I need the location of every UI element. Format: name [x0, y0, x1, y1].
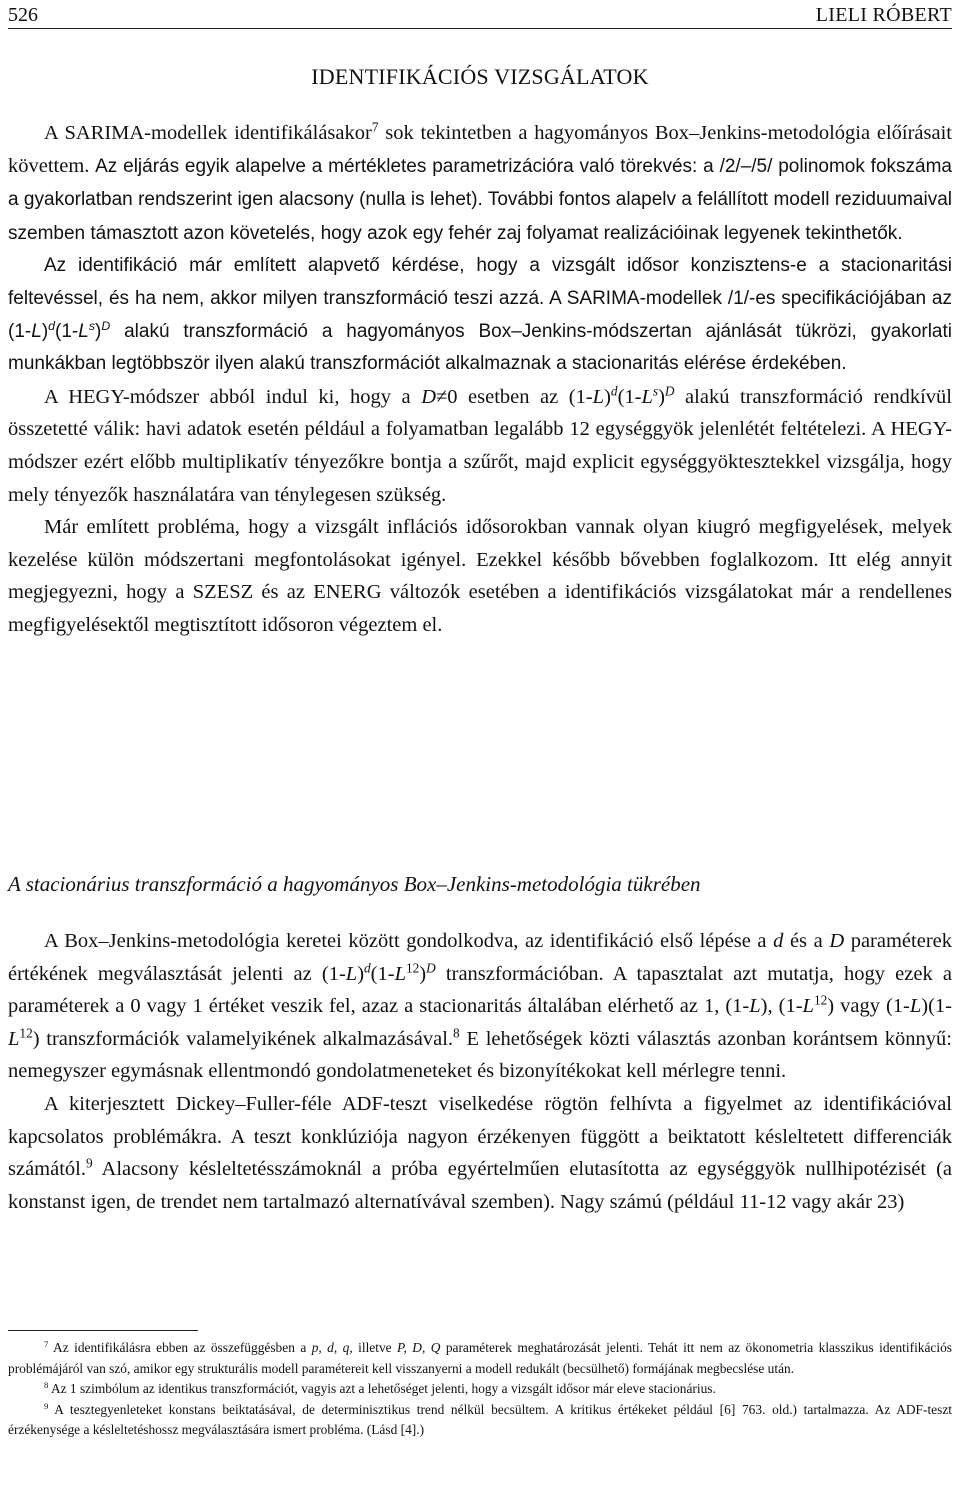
exponent-12: 12	[813, 992, 828, 1008]
lag-operator: L	[802, 995, 814, 1018]
paragraph-2	[8, 250, 952, 380]
footnote-9	[8, 1400, 952, 1441]
text-run: Az identifikáció már említett alapvető kérdése, hogy a vizsgált idősor konzisztens-e a stacionaritási feltevéssel, és ha nem, akkor milyen transzformáció teszi azzá. A SARIMA-modellek /1/-es specifikációjában az (1-	[8, 255, 952, 342]
footnote-number: 8	[44, 1380, 49, 1391]
paragraph-1	[8, 117, 952, 250]
text-run: alakú transzformáció rendkívül összetetté válik: havi adatok esetén például a folyamatban legalább 12 egységgyök jelenlétét feltételezi. A HEGY-módszer ezért előbb multiplikatív tényezőkre bontja a szűrőt, majd explicit egységgyöktesztekkel vizsgálja, hogy mely tényezők használatára van ténylegesen szükség.	[8, 385, 953, 506]
text-run: )	[357, 962, 365, 985]
param-D: D	[829, 930, 845, 952]
section-body	[8, 117, 952, 642]
footnote-8	[8, 1379, 952, 1400]
text-run: Az eljárás egyik alapelve a mértékletes parametrizációra való törekvés: a /2/–/5/ polinomok fokszáma a gyakorlatban rendszerint igen alacsony (nulla is lehet). További fontos alapelv a felállított modell reziduumaival szemben támasztott azon követelés, hogy azok egy fehér zaj folyamat realizációinak legyenek tekinthetők.	[8, 155, 952, 244]
text-run: )	[95, 320, 102, 342]
footnote-ref-8[interactable]: 8	[453, 1025, 460, 1041]
text-run: A tesztegyenleteket konstans beiktatásával, de determinisztikus trend nélkül becsültem. A kritikus értékeket például [6] 763. old.) tartalmazza. Az ADF-teszt érzékenysége a késleltetéshossz megválasztására ismert probléma. (Lásd [4].)	[8, 1401, 952, 1438]
exponent-s: s	[88, 318, 95, 333]
text-run: ≠0 esetben az (1-	[436, 385, 593, 408]
text-run: )	[658, 385, 665, 408]
text-run: ), (1-	[760, 995, 803, 1018]
lag-operator: L	[749, 995, 761, 1018]
text-run: E lehetőségek közti választás azonban korántsem könnyű: nemegyszer egymásnak ellentmondó gondolatmeneteket és bizonyítékokat kell mérlegre tenni.	[8, 1027, 952, 1083]
text-run: sok tekintetben a hagyományos Box–Jenkins-metodológia előírásait követtem.	[8, 122, 953, 177]
lag-operator: L	[345, 962, 358, 985]
text-run: Alacsony késleltetésszámoknál a próba egyértelműen elutasította az egységgyök nullhipotézisét (a konstanst igen, de trendet nem tartalmazó alternatívával szemben). Nagy számú (például 11-12 vagy akár 23)	[8, 1158, 952, 1213]
exponent-D: D	[426, 960, 436, 976]
subsection-title: A stacionárius transzformáció a hagyományos Box–Jenkins-metodológia tükrében	[8, 872, 701, 896]
footnote-separator	[8, 1330, 198, 1331]
exponent-d: d	[610, 383, 618, 399]
footnote-ref-7[interactable]: 7	[371, 119, 379, 135]
exponent-d: d	[48, 318, 56, 333]
text-run: (1-	[370, 962, 395, 985]
text-run: A kiterjesztett Dickey–Fuller-féle ADF-teszt viselkedése rögtön felhívta a figyelmet az identifikációval kapcsolatos problémákra. A teszt konklúziója nagyon érzékenyen függött a beiktatott késleltetett differenciák számától.	[8, 1092, 952, 1181]
text-run: )	[41, 320, 49, 342]
text-run: )	[604, 385, 611, 408]
lag-operator: L	[641, 385, 653, 408]
footnotes	[8, 1338, 952, 1441]
text-run: illetve	[352, 1340, 398, 1355]
param-list: P, D, Q	[397, 1340, 441, 1355]
text-run: A SARIMA-modellek identifikálásakor	[44, 122, 372, 144]
param-d: d	[773, 930, 784, 952]
exponent-D: D	[664, 383, 675, 399]
running-author: LIELI RÓBERT	[815, 4, 952, 26]
paragraph-5	[8, 925, 952, 1088]
text-run: ) transzformációk valamelyikének alkalmazásával.	[32, 1027, 454, 1050]
footnote-ref-9[interactable]: 9	[86, 1155, 93, 1171]
lag-operator: L	[78, 320, 89, 342]
text-run: Az identifikálásra ebben az összefüggésben a	[48, 1340, 312, 1355]
text-run: paraméterek értékének megválasztását jelenti az (1-	[8, 930, 953, 985]
text-run: Az 1 szimbólum az identikus transzformációt, vagyis azt a lehetőséget jelenti, hogy a vizsgált idősor már eleve stacionárius.	[48, 1381, 716, 1397]
param-list: p, d, q,	[311, 1340, 353, 1355]
footnote-number: 9	[44, 1401, 49, 1411]
footnote-number: 7	[44, 1339, 49, 1350]
text-run: )(1-	[921, 995, 952, 1018]
lag-operator: L	[909, 995, 922, 1018]
page-number: 526	[8, 4, 38, 26]
text-run: (1-	[617, 385, 642, 408]
lag-operator: L	[31, 320, 42, 342]
exponent-12: 12	[405, 960, 420, 976]
exponent-s: s	[652, 383, 659, 399]
lag-operator: L	[394, 962, 406, 985]
running-header	[8, 2, 952, 29]
exponent-12: 12	[19, 1025, 33, 1041]
text-run: transzformációban. A tapasztalat azt mutatja, hogy ezek a paraméterek a 0 vagy 1 értéket veszik fel, azaz a stacionaritás általában elérhető az 1, (1-	[8, 962, 952, 1018]
lag-operator: L	[8, 1027, 20, 1050]
text-run: paraméterek meghatározását jelenti. Tehát itt nem az ökonometria klasszikus identifikációs problémájáról van szó, amikor egy strukturális modell paramétereit kell visszanyerni a modell redukált (becsülhető) formájának megbecslése után.	[8, 1340, 952, 1376]
text-run: A Box–Jenkins-metodológia keretei között gondolkodva, az identifikáció első lépése a	[44, 930, 774, 952]
paragraph-6	[8, 1088, 952, 1218]
paragraph-3	[8, 381, 952, 511]
exponent-D: D	[101, 318, 111, 333]
text-run: (1-	[55, 320, 79, 342]
lag-operator: L	[592, 385, 605, 408]
section-title: IDENTIFIKÁCIÓS VIZSGÁLATOK	[311, 64, 649, 89]
text-run: alakú transzformáció a hagyományos Box–Jenkins-módszertan ajánlását tükrözi, gyakorlati munkákban legtöbbször ilyen alakú transzformációt alkalmaznak a stacionaritás elérése érdekében.	[8, 320, 952, 375]
text-run: és a	[783, 930, 830, 952]
text-run: ) vagy (1-	[827, 995, 910, 1018]
text-run: )	[419, 962, 427, 985]
subsection-body	[8, 925, 952, 1218]
exponent-d: d	[364, 960, 371, 976]
paragraph-4: Már említett probléma, hogy a vizsgált inflációs idősorokban vannak olyan kiugró megfigyelések, melyek kezelése külön módszertani megfontolásokat igényel. Ezekkel később bővebben foglalkozom. Itt elég annyit megjegyezni, hogy a SZESZ és az ENERG változók esetében a identifikációs vizsgálatokat már a rendellenes megfigyelésektől megtisztított idősoron végeztem el.	[8, 516, 952, 636]
footnote-7	[8, 1338, 952, 1379]
text-run: A HEGY-módszer abból indul ki, hogy a	[44, 385, 422, 408]
param-D: D	[421, 385, 436, 408]
